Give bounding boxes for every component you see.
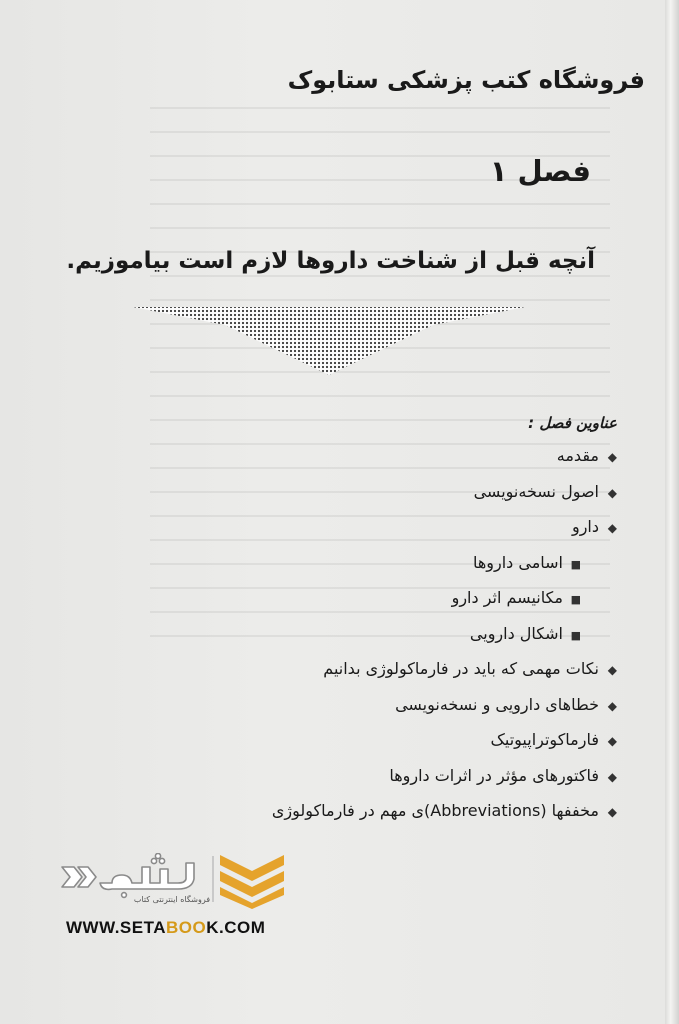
toc-item: ◆فارماکوتراپیوتیک	[197, 722, 617, 758]
toc-item: ◆مقدمه	[197, 438, 617, 474]
toc-item: ◆دارو	[197, 509, 617, 545]
square-bullet-icon: ■	[570, 557, 581, 571]
chapter-title: آنچه قبل از شناخت داروها لازم است بیاموزیم.	[66, 248, 595, 274]
toc-item: ◆فاکتورهای مؤثر در اثرات داروها	[197, 758, 617, 794]
diamond-bullet-icon: ◆	[607, 521, 617, 535]
toc-item: ◆نکات مهمی که باید در فارماکولوژی بدانیم	[197, 651, 617, 687]
toc-list	[197, 438, 617, 829]
diamond-bullet-icon: ◆	[607, 450, 617, 464]
site-url: WWW.SETABOOK.COM	[66, 918, 266, 937]
setabook-wordmark-logo	[60, 853, 210, 905]
toc-item: ◆خطاهای دارویی و نسخه‌نویسی	[197, 687, 617, 723]
toc-subitem: ■مکانیسم اثر دارو	[197, 580, 617, 616]
diamond-bullet-icon: ◆	[607, 698, 617, 713]
toc-subitem: ■اشکال دارویی	[197, 616, 617, 652]
diamond-bullet-icon: ◆	[607, 663, 617, 677]
square-bullet-icon: ■	[570, 628, 581, 642]
page-edge	[665, 0, 679, 1024]
toc-subitem: ■اسامی داروها	[197, 545, 617, 581]
diamond-bullet-icon: ◆	[607, 734, 617, 748]
diamond-bullet-icon: ◆	[607, 805, 617, 819]
toc-item: ◆اصول نسخه‌نویسی	[197, 474, 617, 510]
logo-tagline-art: فروشگاه اینترنتی کتاب	[133, 895, 210, 904]
square-bullet-icon: ■	[570, 593, 581, 606]
diamond-bullet-icon: ◆	[607, 485, 617, 500]
toc-heading: عناوین فصل :	[528, 414, 617, 432]
logo-divider	[212, 856, 214, 902]
dotted-triangle-ornament	[133, 305, 525, 377]
book-stack-icon	[218, 851, 286, 909]
store-title: فروشگاه کتب پزشکی ستابوک	[287, 66, 645, 94]
diamond-bullet-icon: ◆	[607, 769, 617, 784]
toc-item: ◆مخففها (Abbreviations)ی مهم در فارماکولوژی	[197, 793, 617, 829]
chapter-number: فصل ۱	[489, 154, 591, 188]
